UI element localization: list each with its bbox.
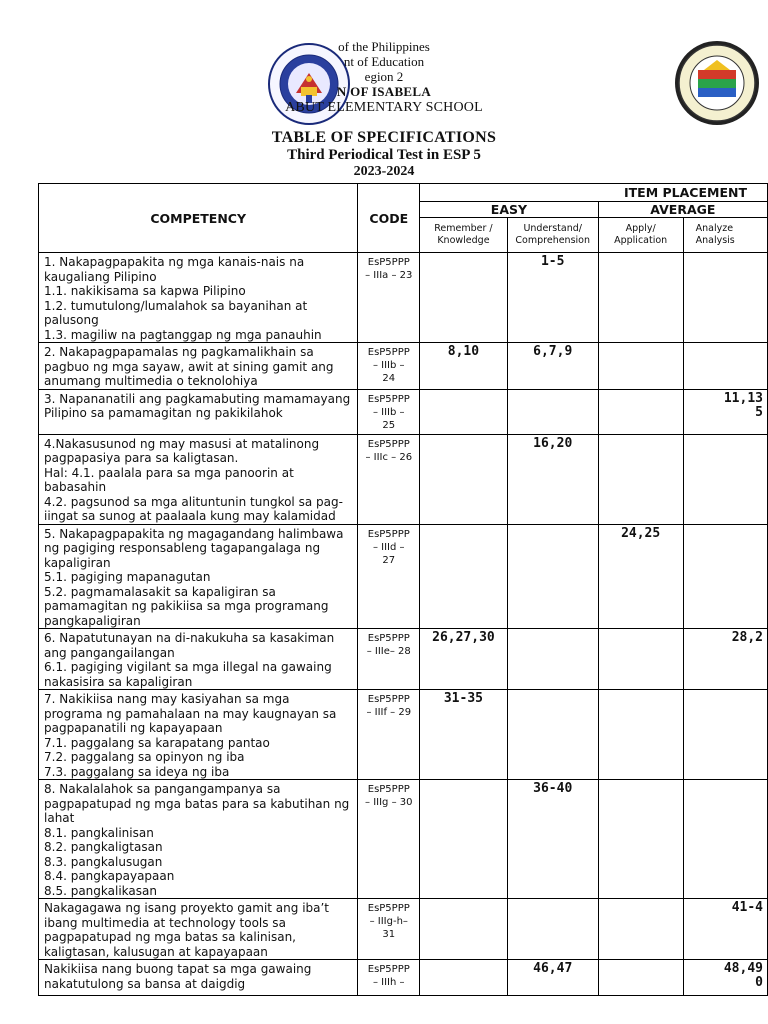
competency-line: Nakagagawa ng isang proyekto gamit ang iba’t <box>44 901 330 915</box>
table-row <box>39 434 768 524</box>
document-subtitle: Third Periodical Test in ESP 5 <box>287 147 481 163</box>
understand-item-cell <box>507 343 598 390</box>
understand-item-cell <box>507 780 598 899</box>
competency-cell <box>39 780 358 899</box>
competency-line: 5.1. pagiging mapanagutan <box>44 570 211 584</box>
remember-item-cell <box>420 780 508 899</box>
code-line: – IIIg-h– <box>369 916 408 927</box>
school-year: 2023-2024 <box>353 164 415 179</box>
document-title: TABLE OF SPECIFICATIONS <box>271 129 497 146</box>
competency-line: 7.2. paggalang sa opinyon ng iba <box>44 750 245 764</box>
remember-item-value: 8,10 <box>447 344 480 359</box>
code-line: – IIIb – <box>372 360 405 371</box>
easy-header: EASY <box>420 202 599 218</box>
letterhead-line-3: egion 2 <box>364 69 404 84</box>
analyze-item-value: 5 <box>755 404 763 420</box>
apply-item-cell <box>598 960 683 996</box>
competency-line: pagbuo ng mga sayaw, awit at sining gamit ang <box>44 359 334 374</box>
analyze-header-line-2: Analysis <box>695 235 735 246</box>
letterhead-line-4: N OF ISABELA <box>336 84 432 99</box>
letterhead <box>0 0 768 130</box>
competency-cell <box>39 343 358 390</box>
competency-cell <box>39 960 358 996</box>
code-line: 31 <box>382 929 396 940</box>
competency-line: 1. Nakapagpapakita ng mga kanais-nais na <box>44 255 305 269</box>
analyze-item-cell <box>683 960 767 996</box>
competency-line: palusong <box>44 313 99 327</box>
code-line: – IIIg – 30 <box>365 797 413 808</box>
code-cell <box>358 389 420 434</box>
code-line: 27 <box>382 554 396 566</box>
specification-table-body <box>39 253 768 996</box>
competency-line: kaugaliang Pilipino <box>44 269 157 284</box>
code-line: – IIIe– 28 <box>366 646 411 657</box>
competency-line: pagpapatupad ng mga batas sa kalinisan, <box>44 930 296 944</box>
remember-item-cell <box>420 389 508 434</box>
apply-item-cell <box>598 389 683 434</box>
apply-item-cell <box>598 343 683 390</box>
table-row <box>39 899 768 960</box>
competency-line: anumang multimedia o teknolohiya <box>44 374 258 388</box>
letterhead-line-2: nt of Education <box>343 54 425 69</box>
code-cell <box>358 253 420 343</box>
competency-line: 3. Napananatili ang pagkamabuting mamamayang <box>44 391 351 406</box>
code-line: EsP5PPP <box>367 393 410 405</box>
understand-item-value: 6,7,9 <box>533 344 573 359</box>
understand-header-line-1: Understand/ <box>523 223 582 234</box>
analyze-item-value: 48,49 <box>723 961 763 976</box>
understand-item-cell <box>507 899 598 960</box>
remember-item-cell <box>420 960 508 996</box>
remember-header-line-2: Knowledge <box>437 235 490 246</box>
code-line: – IIIb – <box>372 406 405 418</box>
competency-line: 7.1. paggalang sa karapatang pantao <box>44 735 270 750</box>
understand-item-cell <box>507 690 598 780</box>
competency-line: nakatutulong sa bansa at daigdig <box>44 976 246 991</box>
competency-line: 2. Nakapagpapamalas ng pagkamalikhain sa <box>44 345 314 359</box>
average-header: AVERAGE <box>598 202 767 218</box>
competency-line: Nakikiisa nang buong tapat sa mga gawaing <box>44 962 312 976</box>
code-line: EsP5PPP <box>367 438 410 450</box>
competency-cell <box>39 253 358 343</box>
competency-line: pamamagitan ng pakikiisa sa mga programang <box>44 599 329 613</box>
code-cell <box>358 780 420 899</box>
remember-item-cell <box>420 343 508 390</box>
competency-line: programa ng pamahalaan na may kaugnayan sa <box>44 706 337 721</box>
understand-item-value: 1-5 <box>540 254 565 269</box>
apply-item-cell <box>598 899 683 960</box>
competency-line: ibang multimedia at technology tools sa <box>44 915 286 930</box>
competency-line: kaligtasan, kalusugan at kapayapaan <box>44 944 268 959</box>
remember-item-cell <box>420 524 508 629</box>
code-cell <box>358 899 420 960</box>
code-line: – IIIa – 23 <box>365 270 413 281</box>
code-line: EsP5PPP <box>367 633 410 644</box>
title-block <box>0 128 768 180</box>
code-cell <box>358 690 420 780</box>
competency-line: 6. Napatutunayan na di-nakukuha sa kasakiman <box>44 631 335 645</box>
competency-cell <box>39 899 358 960</box>
competency-line: 4.Nakasusunod ng may masusi at matalinong <box>44 436 320 451</box>
analyze-item-cell <box>683 629 767 690</box>
apply-item-value: 24,25 <box>621 525 661 541</box>
competency-line: 1.2. tumutulong/lumalahok sa bayanihan at <box>44 298 308 313</box>
code-header: CODE <box>358 184 420 253</box>
apply-header-line-1: Apply/ <box>625 223 656 234</box>
competency-cell <box>39 629 358 690</box>
competency-line: 5.2. pagmamalasakit sa kapaligiran sa <box>44 584 276 599</box>
analyze-item-cell <box>683 434 767 524</box>
competency-line: Hal: 4.1. paalala para sa mga panoorin at <box>44 465 294 480</box>
understand-item-value: 16,20 <box>533 435 573 451</box>
code-line: – IIId – <box>372 541 405 553</box>
code-line: 25 <box>382 419 396 431</box>
competency-line: nakasisira sa kapaligiran <box>44 674 193 689</box>
code-line: EsP5PPP <box>367 257 410 268</box>
analyze-item-cell <box>683 343 767 390</box>
analyze-header-line-1: Analyze <box>695 223 734 234</box>
analyze-item-value: 41-4 <box>731 900 763 915</box>
competency-cell <box>39 389 358 434</box>
understand-item-cell <box>507 253 598 343</box>
specification-table <box>38 183 768 996</box>
analyze-item-cell <box>683 253 767 343</box>
code-line: 24 <box>382 373 396 384</box>
competency-line: pagpapanatili ng kapayapaan <box>44 721 223 735</box>
code-cell <box>358 629 420 690</box>
code-line: EsP5PPP <box>367 964 410 975</box>
analyze-item-cell <box>683 899 767 960</box>
table-row <box>39 780 768 899</box>
code-cell <box>358 960 420 996</box>
apply-item-cell <box>598 253 683 343</box>
competency-header: COMPETENCY <box>39 184 358 253</box>
understand-item-value: 36-40 <box>533 781 573 796</box>
analyze-header <box>683 218 767 253</box>
understand-header-line-2: Comprehension <box>515 235 591 246</box>
code-line: EsP5PPP <box>367 903 410 914</box>
competency-line: ng pagiging responsableng tagapangalaga ng <box>44 541 321 555</box>
competency-cell <box>39 690 358 780</box>
competency-line: pagpapatupad ng mga batas para sa kabutihan ng <box>44 796 350 811</box>
competency-line: 8.4. pangkapayapaan <box>44 869 175 883</box>
analyze-item-cell <box>683 690 767 780</box>
competency-line: 1.1. nakikisama sa kapwa Pilipino <box>44 284 246 298</box>
competency-line: lahat <box>44 811 75 825</box>
competency-line: babasahin <box>44 480 107 494</box>
remember-item-value: 26,27,30 <box>432 630 495 645</box>
understand-header <box>507 218 598 253</box>
school-seal-icon <box>674 40 760 126</box>
apply-header <box>598 218 683 253</box>
code-line: EsP5PPP <box>367 694 410 705</box>
competency-line: ang pangangailangan <box>44 645 175 660</box>
code-cell <box>358 524 420 629</box>
remember-item-cell <box>420 899 508 960</box>
remember-item-cell <box>420 253 508 343</box>
table-row <box>39 629 768 690</box>
analyze-item-value: 11,13 <box>723 390 763 406</box>
understand-item-cell <box>507 434 598 524</box>
table-row <box>39 690 768 780</box>
table-row <box>39 343 768 390</box>
competency-line: 4.2. pagsunod sa mga alituntunin tungkol sa pag- <box>44 494 343 509</box>
apply-item-cell <box>598 434 683 524</box>
apply-item-cell <box>598 780 683 899</box>
analyze-item-cell <box>683 780 767 899</box>
understand-item-cell <box>507 389 598 434</box>
competency-line: iingat sa sunog at paalaala kung may kalamidad <box>44 509 336 523</box>
code-line: EsP5PPP <box>367 347 410 358</box>
school-name: ABUT ELEMENTARY SCHOOL <box>285 100 483 115</box>
analyze-item-cell <box>683 389 767 434</box>
code-line: – IIIh – <box>372 977 405 988</box>
code-cell <box>358 434 420 524</box>
competency-line: 7. Nakikiisa nang may kasiyahan sa mga <box>44 692 290 706</box>
competency-line: 8.3. pangkalusugan <box>44 854 163 869</box>
understand-item-cell <box>507 524 598 629</box>
item-placement-header: ITEM PLACEMENT <box>420 184 768 202</box>
competency-line: pagpapasiya para sa kaligtasan. <box>44 451 239 465</box>
remember-item-cell <box>420 629 508 690</box>
competency-line: 5. Nakapagpapakita ng magagandang halimbawa <box>44 526 344 541</box>
analyze-item-cell <box>683 524 767 629</box>
competency-line: 8. Nakalalahok sa pangangampanya sa <box>44 782 281 796</box>
remember-header <box>420 218 508 253</box>
apply-item-cell <box>598 690 683 780</box>
competency-line: 1.3. magiliw na pagtanggap ng mga panauhin <box>44 327 322 342</box>
understand-item-cell <box>507 960 598 996</box>
competency-line: 7.3. paggalang sa ideya ng iba <box>44 764 230 779</box>
competency-cell <box>39 524 358 629</box>
competency-line: 8.2. pangkaligtasan <box>44 840 163 854</box>
competency-line: 6.1. pagiging vigilant sa mga illegal na gawaing <box>44 660 332 674</box>
table-row <box>39 960 768 996</box>
code-line: – IIIc – 26 <box>365 451 413 463</box>
code-line: EsP5PPP <box>367 784 410 795</box>
code-line: – IIIf – 29 <box>366 707 412 718</box>
letterhead-line-1: of the Philippines <box>338 39 430 54</box>
competency-cell <box>39 434 358 524</box>
competency-line: 8.1. pangkalinisan <box>44 825 154 840</box>
table-row <box>39 524 768 629</box>
analyze-item-value: 0 <box>755 975 763 990</box>
code-cell <box>358 343 420 390</box>
remember-item-cell <box>420 434 508 524</box>
competency-line: Pilipino sa pamamagitan ng pakikilahok <box>44 406 283 420</box>
competency-line: pangkapaligiran <box>44 613 141 628</box>
analyze-item-value: 28,2 <box>731 630 763 645</box>
understand-item-value: 46,47 <box>533 961 573 976</box>
apply-item-cell <box>598 629 683 690</box>
remember-header-line-1: Remember / <box>434 223 493 234</box>
table-row <box>39 389 768 434</box>
remember-item-cell <box>420 690 508 780</box>
competency-line: kapaligiran <box>44 555 111 570</box>
understand-item-cell <box>507 629 598 690</box>
competency-line: 8.5. pangkalikasan <box>44 883 157 898</box>
table-row <box>39 253 768 343</box>
apply-header-line-2: Application <box>614 235 668 246</box>
code-line: EsP5PPP <box>367 528 410 540</box>
remember-item-value: 31-35 <box>443 691 483 706</box>
apply-item-cell <box>598 524 683 629</box>
